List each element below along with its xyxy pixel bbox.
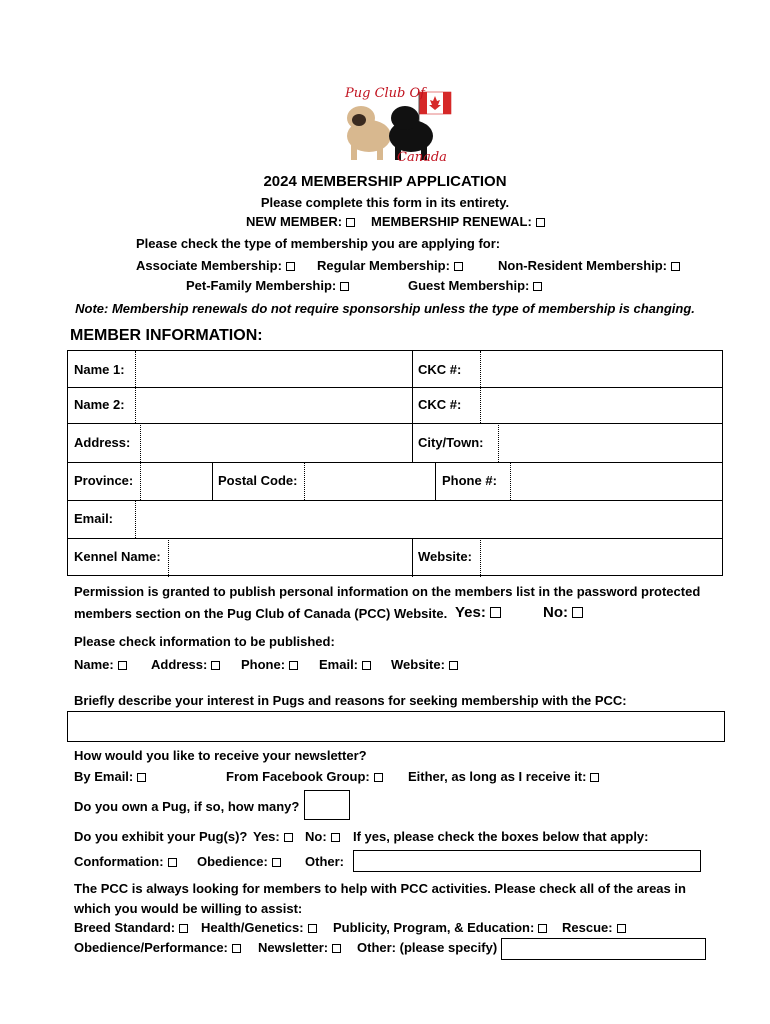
volunteer-other-label: Other: (please specify) xyxy=(357,940,498,955)
newsletter-either-option xyxy=(408,769,599,784)
phone-label: Phone #: xyxy=(442,473,497,488)
renewal-note: Note: Membership renewals do not require sponsorship unless the type of membership is changing. xyxy=(75,301,695,316)
website-field[interactable] xyxy=(484,542,718,572)
obedience-checkbox[interactable] xyxy=(272,858,281,867)
publish-phone-option xyxy=(241,657,298,672)
health-option xyxy=(201,920,317,935)
guest-checkbox[interactable] xyxy=(533,282,542,291)
publish-website-label: Website: xyxy=(391,657,445,672)
associate-label: Associate Membership: xyxy=(136,258,282,273)
address-field[interactable] xyxy=(144,427,408,457)
own-pug-question: Do you own a Pug, if so, how many? xyxy=(74,799,300,814)
newsletter-help-label: Newsletter: xyxy=(258,940,329,955)
city-label: City/Town: xyxy=(418,435,484,450)
newsletter-either-label: Either, as long as I receive it: xyxy=(408,769,587,784)
kennel-label: Kennel Name: xyxy=(74,549,161,564)
newsletter-email-checkbox[interactable] xyxy=(137,773,146,782)
newsletter-prompt: How would you like to receive your newsletter? xyxy=(74,748,367,763)
newsletter-help-option xyxy=(258,940,341,955)
breed-standard-checkbox[interactable] xyxy=(179,924,188,933)
city-field[interactable] xyxy=(502,427,718,457)
health-checkbox[interactable] xyxy=(308,924,317,933)
ckc2-field[interactable] xyxy=(484,391,718,419)
obedience-perf-label: Obedience/Performance: xyxy=(74,940,228,955)
province-field[interactable] xyxy=(144,466,208,496)
non-resident-checkbox[interactable] xyxy=(671,262,680,271)
address-label: Address: xyxy=(74,435,131,450)
permission-yes-checkbox[interactable] xyxy=(490,607,501,618)
publish-name-option xyxy=(74,657,127,672)
kennel-field[interactable] xyxy=(172,542,408,572)
obedience-perf-option xyxy=(74,940,241,955)
publish-email-checkbox[interactable] xyxy=(362,661,371,670)
email-label: Email: xyxy=(74,511,114,526)
exhibit-yes-option xyxy=(253,829,293,844)
exhibit-no-label: No: xyxy=(305,829,327,844)
new-member-option xyxy=(246,214,355,229)
newsletter-facebook-checkbox[interactable] xyxy=(374,773,383,782)
phone-field[interactable] xyxy=(514,466,718,496)
publish-phone-label: Phone: xyxy=(241,657,286,672)
website-label: Website: xyxy=(418,549,472,564)
guest-option xyxy=(408,278,542,293)
postal-field[interactable] xyxy=(308,466,430,496)
non-resident-label: Non-Resident Membership: xyxy=(498,258,668,273)
conformation-label: Conformation: xyxy=(74,854,164,869)
publish-phone-checkbox[interactable] xyxy=(289,661,298,670)
name2-label: Name 2: xyxy=(74,397,125,412)
permission-no-label: No: xyxy=(543,604,568,621)
regular-checkbox[interactable] xyxy=(454,262,463,271)
exhibit-if-yes: If yes, please check the boxes below that apply: xyxy=(353,829,649,844)
permission-no-option xyxy=(543,604,583,621)
regular-label: Regular Membership: xyxy=(317,258,450,273)
form-title: 2024 MEMBERSHIP APPLICATION xyxy=(263,173,507,190)
associate-checkbox[interactable] xyxy=(286,262,295,271)
new-member-checkbox[interactable] xyxy=(346,218,355,227)
logo-top-text: Pug Club Of xyxy=(345,86,425,101)
publicity-option xyxy=(333,920,547,935)
breed-standard-label: Breed Standard: xyxy=(74,920,176,935)
renewal-label: MEMBERSHIP RENEWAL: xyxy=(371,214,532,229)
exhibit-question: Do you exhibit your Pug(s)? xyxy=(74,829,248,844)
newsletter-facebook-option xyxy=(226,769,383,784)
member-info-table xyxy=(67,350,723,576)
interest-prompt: Briefly describe your interest in Pugs and reasons for seeking membership with the PCC: xyxy=(74,693,627,708)
permission-yes-option xyxy=(455,604,501,621)
conformation-checkbox[interactable] xyxy=(168,858,177,867)
exhibit-other-field[interactable] xyxy=(353,850,701,872)
pet-family-label: Pet-Family Membership: xyxy=(186,278,337,293)
form-instruction: Please complete this form in its entirety. xyxy=(260,195,510,210)
health-label: Health/Genetics: xyxy=(201,920,304,935)
exhibit-other-label: Other: xyxy=(305,854,344,869)
member-info-heading: MEMBER INFORMATION: xyxy=(70,327,263,344)
permission-text-line2: members section on the Pug Club of Canada (PCC) Website. xyxy=(74,606,448,621)
rescue-label: Rescue: xyxy=(562,920,613,935)
ckc1-field[interactable] xyxy=(484,355,718,383)
newsletter-email-option xyxy=(74,769,146,784)
ckc2-label: CKC #: xyxy=(418,397,462,412)
publish-name-label: Name: xyxy=(74,657,114,672)
new-member-label: NEW MEMBER: xyxy=(246,214,343,229)
obedience-option xyxy=(197,854,281,869)
interest-textarea[interactable] xyxy=(67,711,725,742)
name1-field[interactable] xyxy=(139,355,409,383)
exhibit-yes-label: Yes: xyxy=(253,829,280,844)
publicity-label: Publicity, Program, & Education: xyxy=(333,920,535,935)
volunteer-text-line2: which you would be willing to assist: xyxy=(74,901,303,916)
volunteer-other-field[interactable] xyxy=(501,938,706,960)
publicity-checkbox[interactable] xyxy=(538,924,547,933)
club-logo xyxy=(335,78,455,170)
exhibit-yes-checkbox[interactable] xyxy=(284,833,293,842)
regular-option xyxy=(317,258,463,273)
renewal-checkbox[interactable] xyxy=(536,218,545,227)
pet-family-checkbox[interactable] xyxy=(340,282,349,291)
publish-address-option xyxy=(151,657,220,672)
province-label: Province: xyxy=(74,473,134,488)
publish-address-checkbox[interactable] xyxy=(211,661,220,670)
exhibit-no-checkbox[interactable] xyxy=(331,833,340,842)
publish-email-label: Email: xyxy=(319,657,359,672)
newsletter-either-checkbox[interactable] xyxy=(590,773,599,782)
membership-type-prompt: Please check the type of membership you are applying for: xyxy=(136,236,501,251)
rescue-option xyxy=(562,920,626,935)
renewal-option xyxy=(371,214,545,229)
publish-name-checkbox[interactable] xyxy=(118,661,127,670)
newsletter-help-checkbox[interactable] xyxy=(332,944,341,953)
publish-website-checkbox[interactable] xyxy=(449,661,458,670)
email-field[interactable] xyxy=(139,504,719,534)
permission-no-checkbox[interactable] xyxy=(572,607,583,618)
permission-yes-label: Yes: xyxy=(455,604,486,621)
permission-text-line1: Permission is granted to publish personal information on the members list in the password protected xyxy=(74,584,701,599)
pug-count-field[interactable] xyxy=(304,790,350,820)
postal-label: Postal Code: xyxy=(218,473,298,488)
name2-field[interactable] xyxy=(139,391,409,419)
newsletter-email-label: By Email: xyxy=(74,769,134,784)
pet-family-option xyxy=(186,278,349,293)
ckc1-label: CKC #: xyxy=(418,362,462,377)
publish-address-label: Address: xyxy=(151,657,208,672)
obedience-perf-checkbox[interactable] xyxy=(232,944,241,953)
guest-label: Guest Membership: xyxy=(408,278,530,293)
publish-email-option xyxy=(319,657,371,672)
exhibit-no-option xyxy=(305,829,340,844)
obedience-label: Obedience: xyxy=(197,854,268,869)
rescue-checkbox[interactable] xyxy=(617,924,626,933)
volunteer-text-line1: The PCC is always looking for members to help with PCC activities. Please check all of the areas in xyxy=(74,881,686,896)
breed-standard-option xyxy=(74,920,188,935)
associate-option xyxy=(136,258,295,273)
publish-prompt: Please check information to be published: xyxy=(74,634,335,649)
name1-label: Name 1: xyxy=(74,362,125,377)
non-resident-option xyxy=(498,258,680,273)
newsletter-facebook-label: From Facebook Group: xyxy=(226,769,370,784)
logo-bottom-text: Canada xyxy=(397,150,447,165)
conformation-option xyxy=(74,854,177,869)
publish-website-option xyxy=(391,657,458,672)
